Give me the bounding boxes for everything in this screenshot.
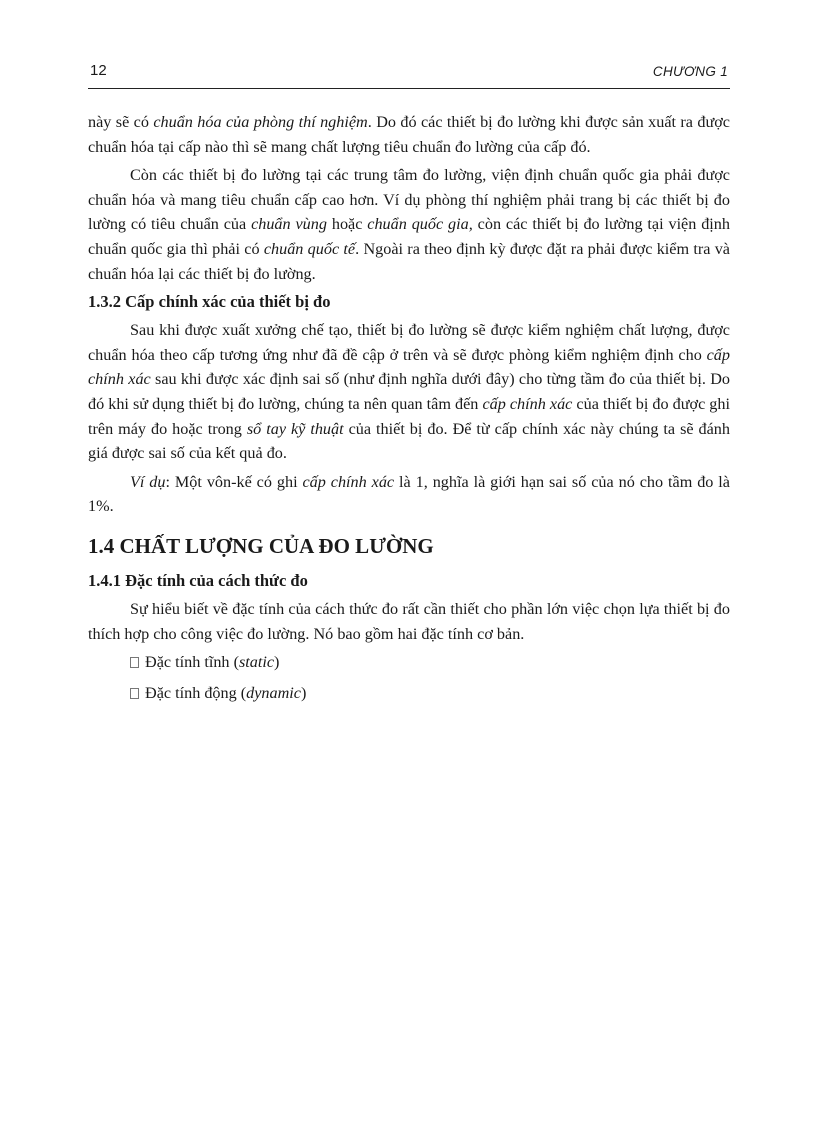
checkbox-square-icon: [130, 657, 139, 668]
section-heading-1-4: 1.4 CHẤT LƯỢNG CỦA ĐO LƯỜNG: [88, 533, 434, 558]
italic-term: cấp chính xác: [302, 472, 395, 491]
page-number: 12: [90, 62, 107, 79]
text-run: sau khi được xác định sai số (như định nghĩa dưới đây) cho từng tầm đo của thiết bị. Do đó khi sử dụng thiết bị đo lường, chúng ta nên quan tâm đến: [88, 370, 730, 413]
italic-term: sổ tay kỹ thuật: [246, 419, 344, 438]
italic-term: chuẩn quốc tế: [263, 239, 356, 258]
text-run: Đặc tính tĩnh (: [145, 653, 239, 672]
bullet-dynamic: [88, 681, 730, 706]
text-run: còn các thiết bị đo lường tại viện định chuẩn quốc gia thì phải có: [88, 215, 730, 258]
paragraph-standardization-lab: [88, 110, 730, 159]
italic-term: cấp chính xác: [482, 394, 573, 413]
chapter-label: CHƯƠNG 1: [652, 64, 728, 79]
text-run: của thiết bị đo. Để từ cấp chính xác này chúng ta sẽ đánh giá được sai số của kết quả đo.: [88, 419, 730, 463]
text-run: Còn các thiết bị đo lường tại các trung tâm đo lường, viện định chuẩn quốc gia phải được chuẩn hóa và mang tiêu chuẩn cấp cao hơn. Ví dụ phòng thí nghiệm phải trang bị các thiết bị đo lường có tiêu chuẩn của: [88, 166, 730, 234]
text-run: này sẽ có: [88, 113, 154, 131]
page-content: [88, 110, 730, 712]
italic-term: chuẩn hóa của phòng thí nghiệm: [153, 113, 368, 131]
italic-term: dynamic: [246, 684, 301, 703]
paragraph-accuracy-class: [88, 318, 730, 466]
italic-term: chuẩn quốc gia,: [367, 215, 473, 234]
italic-term: static: [238, 653, 275, 672]
text-run: ): [301, 684, 307, 703]
paragraph-example: [88, 470, 730, 519]
italic-term: Ví dụ: [130, 472, 166, 491]
bullet-static: [88, 650, 730, 675]
text-run: . Do đó các thiết bị đo lường khi được sản xuất ra được chuẩn hóa tại cấp nào thì sẽ mang chất lượng tiêu chuẩn đo lường của cấp đó.: [88, 113, 730, 156]
text-run: Đặc tính động (: [145, 684, 247, 703]
text-run: hoặc: [326, 215, 368, 234]
section-heading-1-3-2: 1.3.2 Cấp chính xác của thiết bị đo: [88, 292, 331, 312]
page-header: [88, 60, 730, 89]
text-run: : Một vôn-kế có ghi: [165, 472, 303, 491]
paragraph-national-standards: [88, 163, 730, 286]
text-run: của thiết bị đo được ghi trên máy đo hoặc trong: [88, 394, 730, 438]
section-heading-1-4-1: 1.4.1 Đặc tính của cách thức đo: [88, 570, 308, 590]
italic-term: chuẩn vùng: [251, 215, 327, 234]
checkbox-square-icon: [130, 688, 139, 699]
text-run: Sau khi được xuất xưởng chế tạo, thiết bị đo lường sẽ được kiểm nghiệm chất lượng, được chuẩn hóa theo cấp tương ứng như đã đề cập ở trên và sẽ được phòng kiểm nghiệm định cho: [88, 321, 730, 364]
italic-term: cấp chính xác: [88, 345, 730, 389]
text-run: ): [274, 653, 280, 672]
paragraph-measurement-characteristics: Sự hiểu biết về đặc tính của cách thức đo rất cần thiết cho phần lớn việc chọn lựa thiết bị đo thích hợp cho công việc đo lường. Nó bao gồm hai đặc tính cơ bản.: [88, 599, 730, 643]
text-run: . Ngoài ra theo định kỳ được đặt ra phải được kiểm tra và chuẩn hóa lại các thiết bị đo lường.: [88, 239, 730, 283]
text-run: là 1, nghĩa là giới hạn sai số của nó cho tầm đo là 1%.: [88, 472, 730, 516]
